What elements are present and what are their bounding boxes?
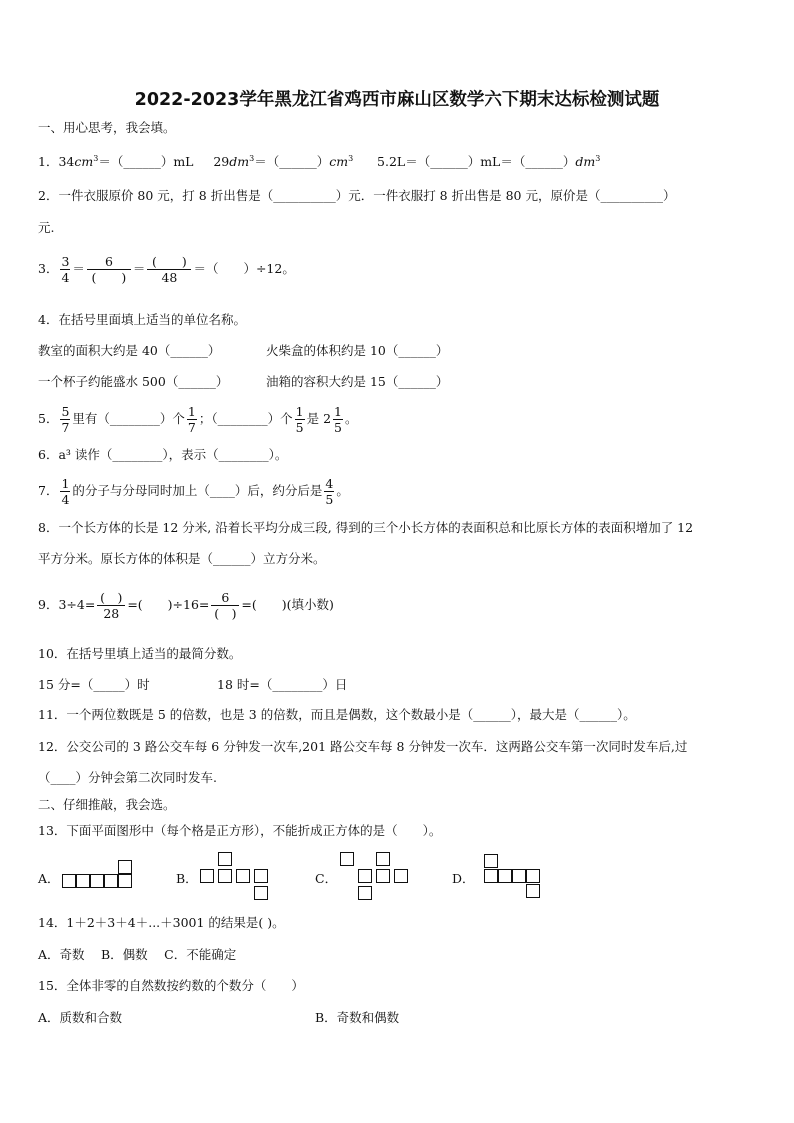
question-10-b: 18 时=（________）日 xyxy=(217,677,348,692)
question-4-d: 油箱的容积大约是 15（______） xyxy=(266,374,449,389)
q5-fraction-2: $\frac{1}{7}$ xyxy=(187,404,196,435)
question-5: 5． $\frac{5}{7}$ 里有（________）个 $\frac{1}{7}$ ；（________）个 $\frac{1}{5}$ 是 2 $\frac{1}{5}$ 。 xyxy=(38,404,358,435)
q1-unit-dm-2: dm xyxy=(575,154,596,170)
question-8-line-1: 8．一个长方体的长是 12 分米, 沿着长平均分成三段, 得到的三个小长方体的表面积总和比原长方体的表面积增加了 12 xyxy=(38,520,694,535)
q13-option-d-label: D． xyxy=(452,871,475,886)
question-1 xyxy=(38,150,600,171)
question-14: 14．1＋2＋3＋4＋...＋3001 的结果是( )。 xyxy=(38,915,285,930)
q3-fraction-2: $\frac{6}{( )}$ xyxy=(87,254,131,285)
q1-unit-cm-2: cm xyxy=(329,154,349,170)
question-10-heading: 10．在括号里填上适当的最简分数。 xyxy=(38,646,242,661)
question-4-heading: 4．在括号里面填上适当的单位名称。 xyxy=(38,312,246,327)
section-2-heading: 二、仔细推敲，我会选。 xyxy=(38,797,176,812)
q7-fraction-1: $\frac{1}{4}$ xyxy=(61,476,70,507)
q9-fraction-2: $\frac{6}{( )}$ xyxy=(211,590,239,621)
question-7: 7． $\frac{1}{4}$ 的分子与分母同时加上（____）后，约分后是 $\frac{4}{5}$ 。 xyxy=(38,476,349,507)
question-4-a: 教室的面积大约是 40（______） xyxy=(38,343,221,358)
q1-unit-dm: dm xyxy=(229,154,250,170)
q3-number: 3． xyxy=(38,261,59,276)
q1-value-a: 34 xyxy=(58,154,75,170)
q1-sup: 3 xyxy=(93,154,99,163)
q5-fraction-3: $\frac{1}{5}$ xyxy=(295,404,304,435)
question-12-line-2: （____）分钟会第二次同时发车. xyxy=(38,770,217,785)
question-6: 6．a³ 读作（________），表示（________）。 xyxy=(38,447,288,462)
q1-part-c: 5.2L＝（______）mL＝（______） xyxy=(377,154,576,170)
q5-fraction-1: $\frac{5}{7}$ xyxy=(61,404,70,435)
section-1-heading: 一、用心思考，我会填。 xyxy=(38,120,176,135)
q7-fraction-2: $\frac{4}{5}$ xyxy=(325,476,334,507)
question-12-line-1: 12．公交公司的 3 路公交车每 6 分钟发一次车,201 路公交车每 8 分钟发一次车．这两路公交车第一次同时发车后,过 xyxy=(38,739,688,754)
question-3: 3． $\frac{3}{4}$ ＝ $\frac{6}{( )}$ ＝ $\frac{( )}{48}$ ＝（ ）÷12。 xyxy=(38,254,295,285)
q1-blank-2: ＝（______） xyxy=(254,154,330,170)
q1-number: 1． xyxy=(38,154,59,170)
question-10-a: 15 分=（_____）时 xyxy=(38,677,150,692)
q13-option-a-label: A． xyxy=(38,871,60,886)
question-9: 9．3÷4= $\frac{( )}{28}$ =( )÷16= $\frac{6}{( )}$ =( )(填小数) xyxy=(38,590,334,621)
question-15-option-b: B．奇数和偶数 xyxy=(315,1010,400,1025)
q1-sup-4: 3 xyxy=(595,154,601,163)
page-title: 2022-2023学年黑龙江省鸡西市麻山区数学六下期末达标检测试题 xyxy=(134,90,660,110)
q3-fraction-1: $\frac{3}{4}$ xyxy=(61,254,70,285)
question-2-line-2: 元. xyxy=(38,220,55,235)
question-4-b: 火柴盒的体积约是 10（______） xyxy=(266,343,449,358)
q5-fraction-4: $\frac{1}{5}$ xyxy=(334,404,342,435)
q13-option-c-label: C． xyxy=(315,871,338,886)
question-15: 15．全体非零的自然数按约数的个数分（ ） xyxy=(38,978,304,993)
q1-unit-cm: cm xyxy=(74,154,94,170)
question-2-line-1: 2．一件衣服原价 80 元，打 8 折出售是（__________）元．一件衣服打 8 折出售是 80 元，原价是（__________） xyxy=(38,188,676,203)
q1-sup-3: 3 xyxy=(348,154,354,163)
question-8-line-2: 平方分米。原长方体的体积是（______）立方分米。 xyxy=(38,551,326,566)
question-13: 13．下面平面图形中（每个格是正方形），不能折成正方体的是（ ）。 xyxy=(38,823,442,838)
question-11: 11．一个两位数既是 5 的倍数，也是 3 的倍数，而且是偶数，这个数最小是（______），最大是（______）。 xyxy=(38,707,636,722)
question-15-option-a: A．质数和合数 xyxy=(38,1010,123,1025)
question-14-options: A．奇数 B．偶数 C．不能确定 xyxy=(38,947,237,962)
q1-sup-2: 3 xyxy=(249,154,255,163)
q9-fraction-1: $\frac{( )}{28}$ xyxy=(97,590,125,621)
q3-tail: ＝（ ）÷12。 xyxy=(193,261,295,276)
q3-fraction-3: $\frac{( )}{48}$ xyxy=(147,254,191,285)
q1-blank-1: ＝（______）mL xyxy=(98,154,194,170)
question-4-c: 一个杯子约能盛水 500（______） xyxy=(38,374,229,389)
q13-option-b-label: B． xyxy=(176,871,198,886)
q1-value-b: 29 xyxy=(213,154,230,170)
